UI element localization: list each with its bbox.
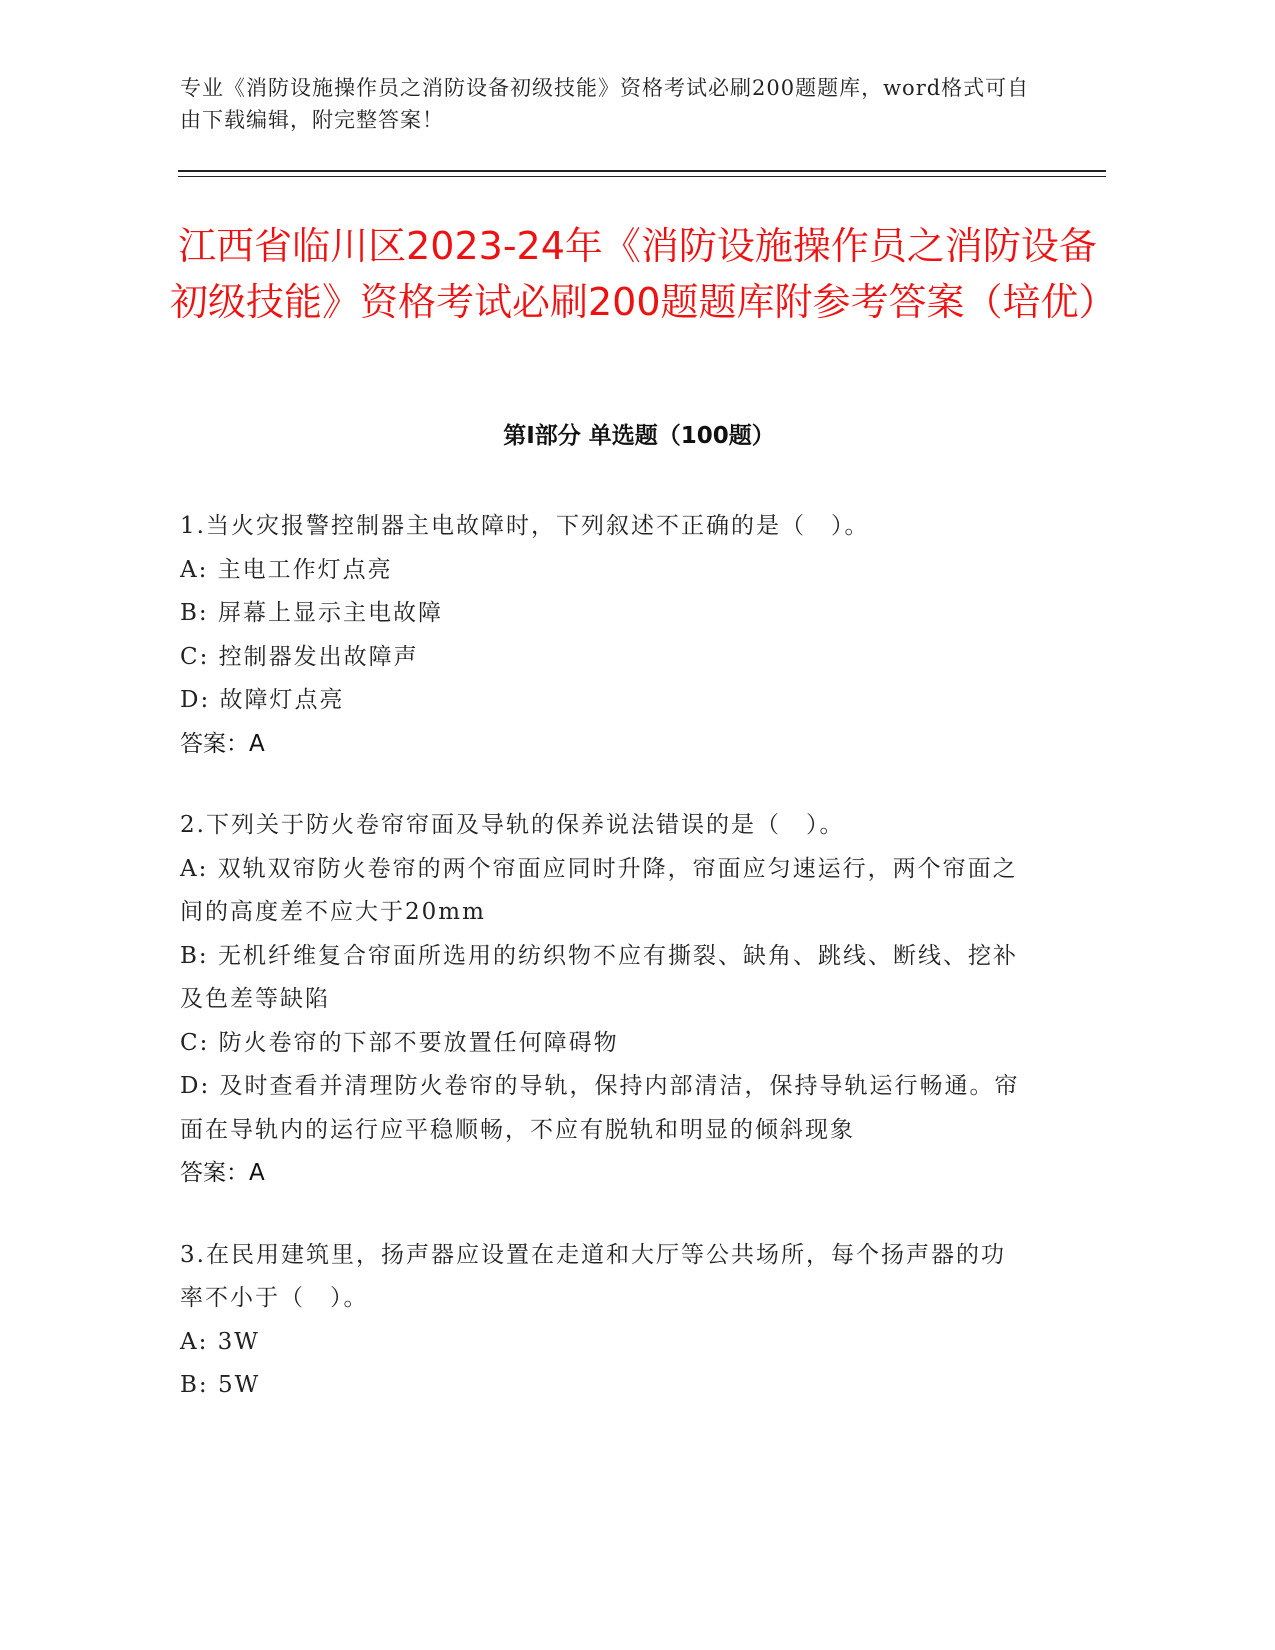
option-c: C: 防火卷帘的下部不要放置任何障碍物 [180,1029,619,1056]
answer-line: 答案：A [180,1160,265,1186]
question-stem: 1.当火灾报警控制器主电故障时，下列叙述不正确的是（ ）。 [180,513,870,539]
option-a: A: 3W [180,1328,260,1355]
document-title: 江西省临川区2023-24年《消防设施操作员之消防设备初级技能》资格考试必刷200题题库附参考答案（培优） [170,224,1117,324]
answer-line: 答案：A [180,730,265,757]
question-item [180,1234,1030,1408]
question-item [180,505,1030,766]
question-stem: 2.下列关于防火卷帘帘面及导轨的保养说法错误的是（ ）。 [180,812,845,838]
question-item [180,804,1030,1196]
section-title: 第Ⅰ部分 单选题（100题） [503,423,775,449]
option-c: C: 控制器发出故障声 [180,643,419,670]
option-a: A: 双轨双帘防火卷帘的两个帘面应同时升降，帘面应匀速运行，两个帘面之间的高度差不应大于20mm [180,855,1018,925]
option-b: B: 屏幕上显示主电故障 [180,600,443,626]
option-b: B: 5W [180,1372,261,1398]
header-rule-thin [178,176,1106,177]
question-stem: 3.在民用建筑里，扬声器应设置在走道和大厅等公共场所，每个扬声器的功率不小于（ ）。 [180,1241,1006,1311]
header-note: 专业《消防设施操作员之消防设备初级技能》资格考试必刷200题题库，word格式可自由下载编辑，附完整答案！ [180,76,1030,132]
option-b: B: 无机纤维复合帘面所选用的纺织物不应有撕裂、缺角、跳线、断线、挖补及色差等缺陷 [180,942,1018,1012]
header-rule-thick [178,170,1106,172]
option-a: A: 主电工作灯点亮 [180,556,393,583]
option-d: D: 故障灯点亮 [180,687,345,713]
option-d: D: 及时查看并清理防火卷帘的导轨，保持内部清洁，保持导轨运行畅通。帘面在导轨内的运行应平稳顺畅，不应有脱轨和明显的倾斜现象 [180,1073,1020,1143]
question-list [180,505,1030,1446]
